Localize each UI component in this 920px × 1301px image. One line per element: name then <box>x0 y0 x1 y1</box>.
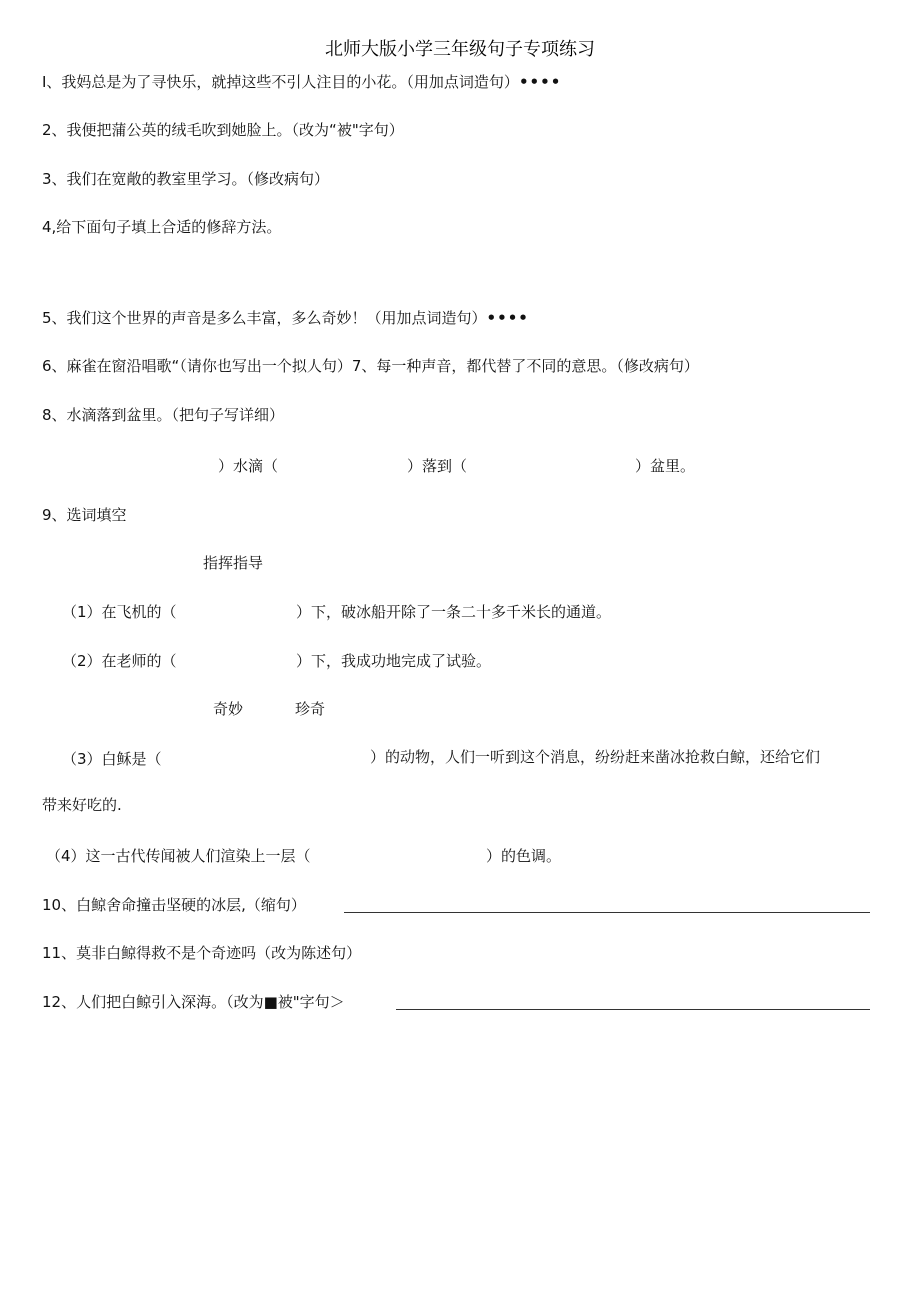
question-4: 4,给下面句子填上合适的修辞方法。 <box>42 218 282 236</box>
q9-sentence-1-end: ）下，破冰船开除了一条二十多千米长的通道。 <box>296 603 612 621</box>
page-title: 北师大版小学三年级句子专项练习 <box>325 39 595 60</box>
question-9: 9、选词填空 <box>42 506 127 524</box>
question-12: 12、人们把白鲸引入深海。（改为■被"字句＞ <box>42 993 345 1011</box>
emphasis-dots: •••• <box>518 73 562 91</box>
question-5 <box>42 308 529 328</box>
q9-sentence-2-start: （2）在老师的（ <box>62 652 177 670</box>
question-2: 2、我便把蒲公英的绒毛吹到她脸上。（改为“被"字句） <box>42 121 404 139</box>
question-8: 8、水滴落到盆里。（把句子写详细） <box>42 406 285 424</box>
q9-sentence-3-continuation: 带来好吃的. <box>42 796 122 814</box>
question-3: 3、我们在宽敞的教室里学习。（修改病句） <box>42 170 330 188</box>
question-11: 11、莫非白鲸得救不是个奇迹吗（改为陈述句） <box>42 944 362 962</box>
q9-sentence-3-start: （3）白稣是（ <box>62 750 162 768</box>
q9-sentence-4-end: ）的色调。 <box>486 847 562 865</box>
q8-fill-part-a: ）水滴（ <box>218 457 279 475</box>
word-choices-1: 指挥指导 <box>203 554 264 572</box>
q9-sentence-1-start: （1）在飞机的（ <box>62 603 177 621</box>
word-choice-2a: 奇妙 <box>213 700 244 718</box>
emphasis-dots: •••• <box>486 309 529 327</box>
q9-sentence-4-start: （4）这一古代传闻被人们渲染上一层（ <box>46 847 311 865</box>
q8-fill-part-c: ）盆里。 <box>635 457 696 475</box>
question-1 <box>42 72 561 92</box>
q8-fill-part-b: ）落到（ <box>407 457 468 475</box>
question-6-7: 6、麻雀在窗沿唱歌“（请你也写出一个拟人句）7、每一种声音，都代替了不同的意思。（修改病句） <box>42 357 699 375</box>
q9-sentence-3-end: ）的动物，人们一听到这个消息，纷纷赶来凿冰抢救白鲸，还给它们 <box>370 748 821 766</box>
question-10: 10、白鲸舍命撞击坚硬的冰层,（缩句） <box>42 896 306 914</box>
question-5-text: 5、我们这个世界的声音是多么丰富，多么奇妙！（用加点词造句） <box>42 309 487 327</box>
answer-line-10 <box>344 912 870 913</box>
q9-sentence-2-end: ）下，我成功地完成了试验。 <box>296 652 492 670</box>
question-1-text: I、我妈总是为了寻快乐，就掉这些不引人注目的小花。（用加点词造句） <box>42 73 519 91</box>
answer-line-12 <box>396 1009 870 1010</box>
word-choice-2b: 珍奇 <box>295 700 326 718</box>
